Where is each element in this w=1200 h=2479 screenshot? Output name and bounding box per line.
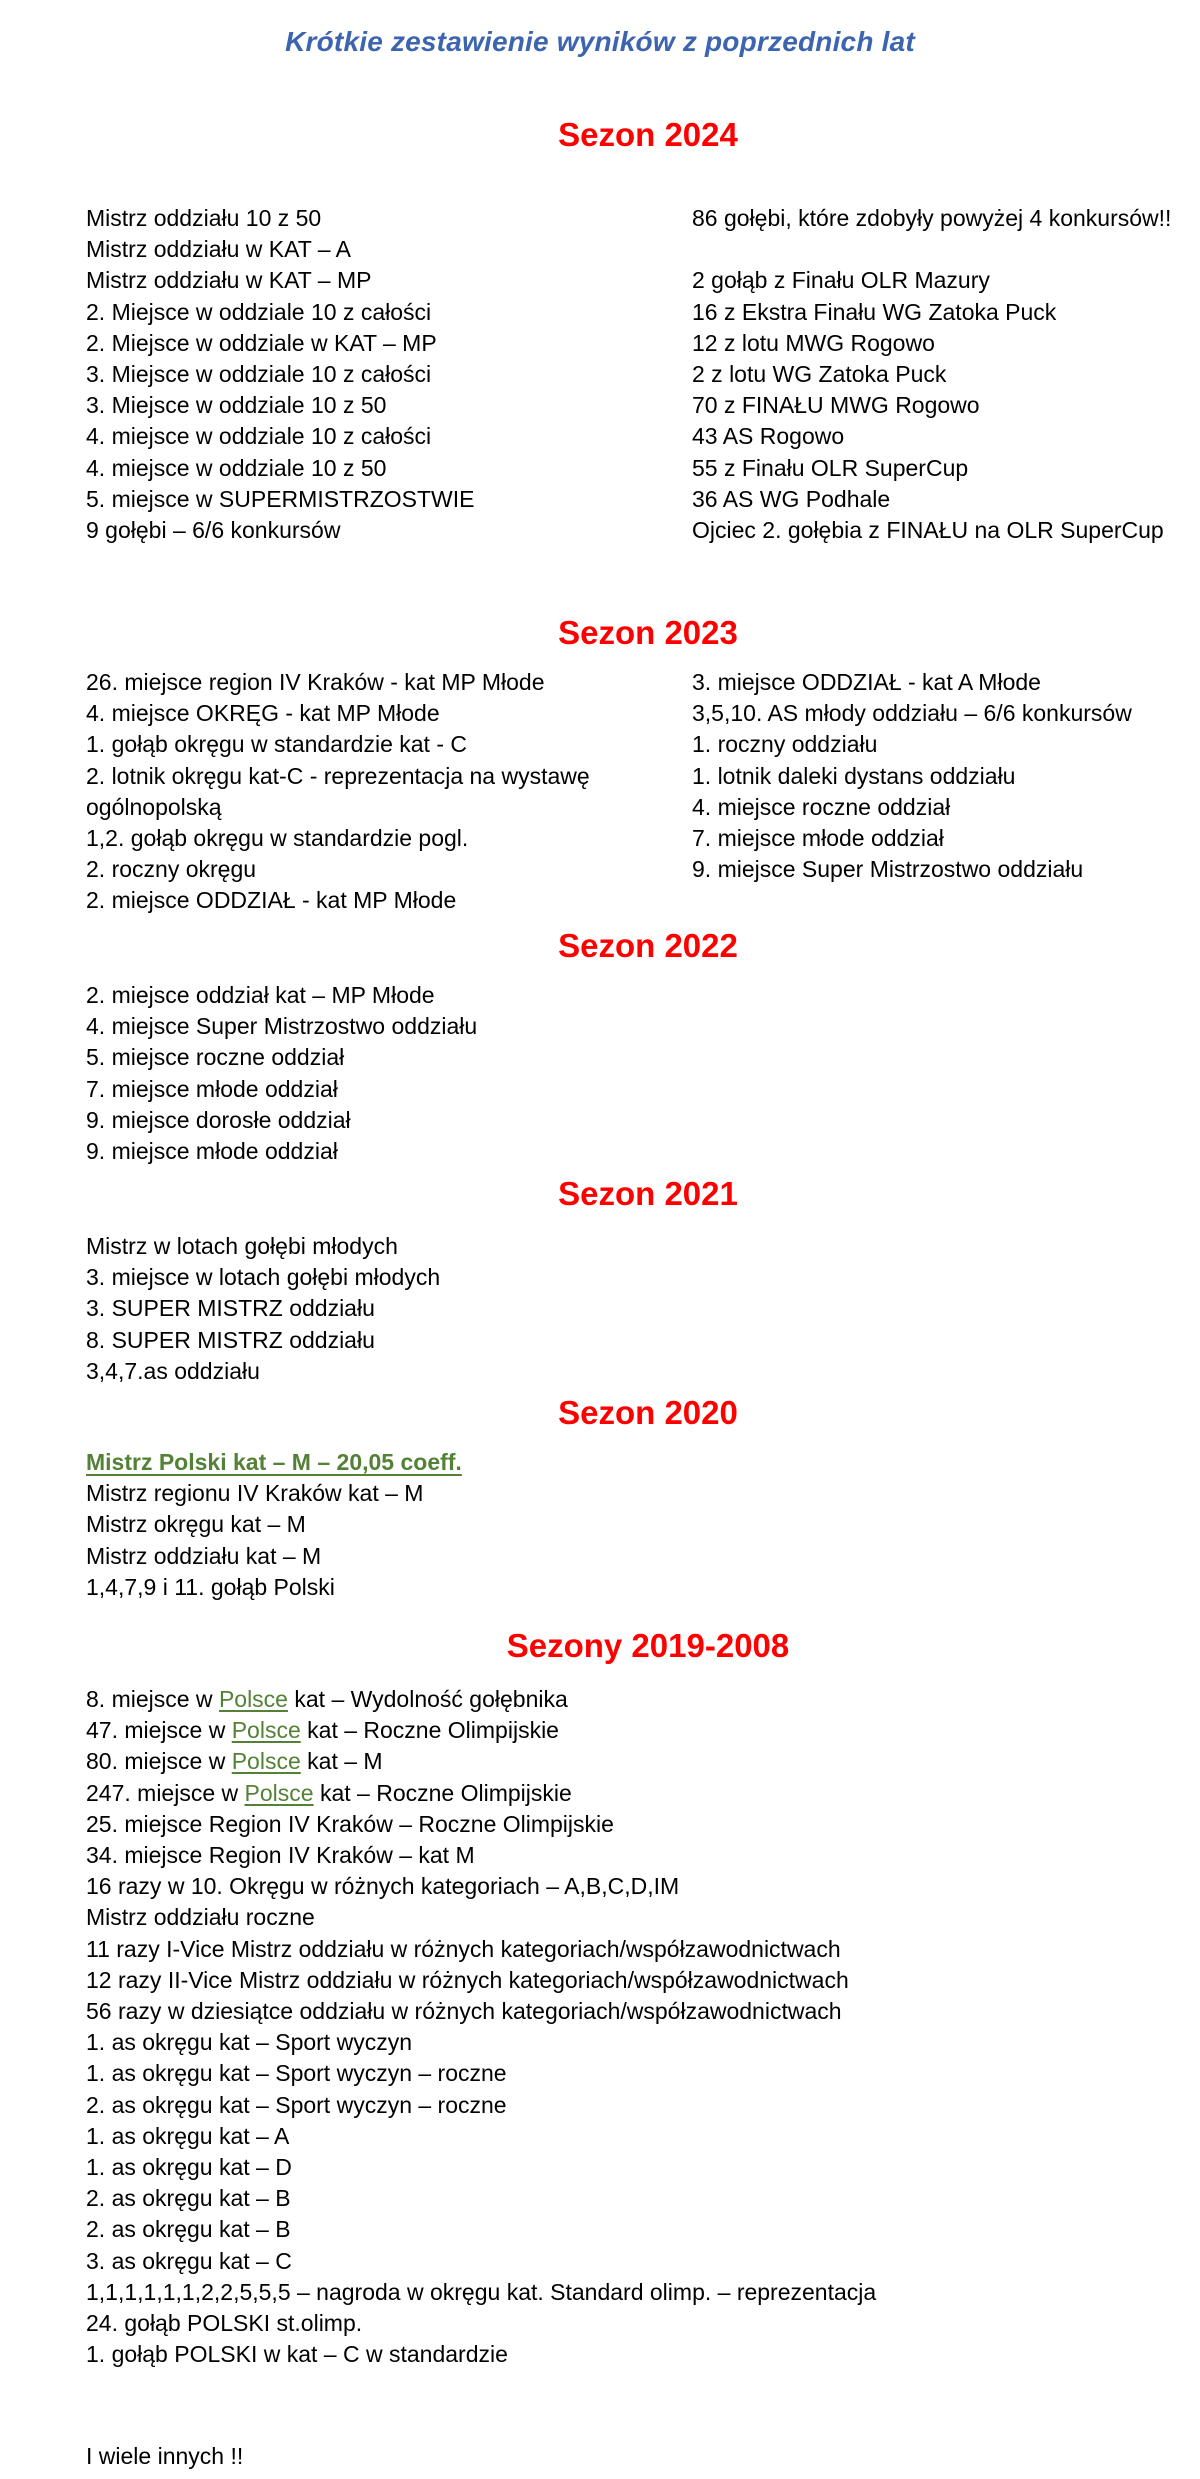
list-item bbox=[86, 980, 477, 1011]
text: 2. Miejsce w oddziale w KAT – MP bbox=[86, 329, 437, 356]
list-item bbox=[692, 667, 1132, 698]
text: 1. lotnik daleki dystans oddziału bbox=[692, 762, 1016, 789]
text: 9. miejsce młode oddział bbox=[86, 1138, 338, 1165]
season-2021-list bbox=[86, 1231, 440, 1387]
text: 3,5,10. AS młody oddziału – 6/6 konkursów bbox=[692, 700, 1132, 727]
text: 2. roczny okręgu bbox=[86, 856, 257, 883]
list-item bbox=[86, 484, 474, 515]
text: 55 z Finału OLR SuperCup bbox=[692, 454, 969, 481]
list-item bbox=[86, 823, 590, 854]
text: 1,2. gołąb okręgu w standardzie pogl. bbox=[86, 825, 469, 852]
link[interactable]: Polsce bbox=[244, 1779, 314, 1806]
list-item bbox=[692, 698, 1132, 729]
list-item bbox=[692, 265, 1171, 296]
text: Mistrz regionu IV Kraków kat – M bbox=[86, 1480, 424, 1507]
text: 34. miejsce Region IV Kraków – kat M bbox=[86, 1842, 475, 1869]
list-item bbox=[86, 792, 590, 823]
highlighted-text: Mistrz Polski kat – M – 20,05 coeff. bbox=[86, 1449, 462, 1475]
list-item bbox=[692, 359, 1171, 390]
page-title: Krótkie zestawienie wyników z poprzednich lat bbox=[285, 26, 915, 57]
text: Mistrz oddziału w KAT – A bbox=[86, 236, 352, 263]
list-item bbox=[86, 390, 474, 421]
list-item bbox=[86, 1074, 477, 1105]
text: 1. as okręgu kat – Sport wyczyn bbox=[86, 2029, 412, 2056]
list-item bbox=[692, 792, 1132, 823]
list-item bbox=[86, 761, 590, 792]
list-item bbox=[86, 453, 474, 484]
text: 25. miejsce Region IV Kraków – Roczne Olimpijskie bbox=[86, 1810, 614, 1837]
text: 70 z FINAŁU MWG Rogowo bbox=[692, 392, 980, 419]
list-item bbox=[86, 2058, 876, 2089]
list-item bbox=[86, 1996, 876, 2027]
text: Mistrz oddziału w KAT – MP bbox=[86, 267, 372, 294]
list-item bbox=[692, 390, 1171, 421]
list-item bbox=[86, 1293, 440, 1324]
list-item bbox=[86, 1541, 462, 1572]
list-item bbox=[86, 698, 590, 729]
text: 1,1,1,1,1,1,2,2,5,5,5 – nagroda w okręgu kat. Standard olimp. – reprezentacja bbox=[86, 2278, 877, 2305]
list-item bbox=[86, 1478, 462, 1509]
list-item bbox=[86, 1447, 462, 1478]
list-item bbox=[86, 729, 590, 760]
text: 1. as okręgu kat – Sport wyczyn – roczne bbox=[86, 2060, 507, 2087]
text: 1. roczny oddziału bbox=[692, 731, 878, 758]
text: 2. as okręgu kat – B bbox=[86, 2216, 291, 2243]
text: Mistrz oddziału 10 z 50 bbox=[86, 205, 322, 231]
text: 3. Miejsce w oddziale 10 z całości bbox=[86, 361, 432, 388]
season-2022-heading: Sezon 2022 bbox=[558, 927, 738, 964]
list-item bbox=[86, 2027, 876, 2058]
season-2022-list bbox=[86, 980, 477, 1167]
season-2023-heading: Sezon 2023 bbox=[558, 614, 738, 651]
text: 2. lotnik okręgu kat-C - reprezentacja na wystawę bbox=[86, 762, 590, 789]
text: 36 AS WG Podhale bbox=[692, 485, 891, 512]
list-item bbox=[86, 2121, 876, 2152]
list-item bbox=[86, 1840, 876, 1871]
season-2024-heading: Sezon 2024 bbox=[558, 116, 738, 153]
list-item bbox=[86, 1715, 876, 1746]
text: 9 gołębi – 6/6 konkursów bbox=[86, 517, 341, 544]
text: 9. miejsce dorosłe oddział bbox=[86, 1106, 351, 1133]
text: 3. Miejsce w oddziale 10 z 50 bbox=[86, 392, 387, 419]
list-item bbox=[86, 265, 474, 296]
list-item bbox=[692, 453, 1171, 484]
text: 4. miejsce w oddziale 10 z 50 bbox=[86, 454, 387, 481]
list-item bbox=[86, 1778, 876, 1809]
text: Ojciec 2. gołębia z FINAŁU na OLR SuperCup bbox=[692, 517, 1164, 544]
list-item bbox=[692, 854, 1132, 885]
link[interactable]: Polsce bbox=[218, 1686, 288, 1712]
list-item bbox=[692, 823, 1132, 854]
list-item bbox=[86, 2339, 876, 2370]
list-item bbox=[86, 2090, 876, 2121]
text: Mistrz okręgu kat – M bbox=[86, 1511, 306, 1538]
season-2023-right-list bbox=[692, 667, 1132, 885]
text: 26. miejsce region IV Kraków - kat MP Młode bbox=[86, 669, 545, 695]
list-item bbox=[86, 1934, 876, 1965]
text: 24. gołąb POLSKI st.olimp. bbox=[86, 2310, 363, 2337]
footer-note: I wiele innych !! bbox=[86, 2443, 244, 2469]
text: 12 razy II-Vice Mistrz oddziału w różnych kategoriach/współzawodnictwach bbox=[86, 1966, 849, 1993]
list-item bbox=[86, 1356, 440, 1387]
text: Mistrz oddziału kat – M bbox=[86, 1542, 322, 1569]
text: 86 gołębi, które zdobyły powyżej 4 konkursów!! bbox=[692, 205, 1172, 231]
text: 5. miejsce roczne oddział bbox=[86, 1044, 345, 1071]
season-2020-list bbox=[86, 1447, 462, 1603]
list-item bbox=[86, 2214, 876, 2245]
season-2024-right-list bbox=[692, 203, 1171, 546]
text: 8. miejsce w bbox=[86, 1686, 219, 1712]
list-item bbox=[86, 1231, 440, 1262]
list-item bbox=[692, 515, 1171, 546]
text: 3. SUPER MISTRZ oddziału bbox=[86, 1295, 375, 1322]
season-2021-heading: Sezon 2021 bbox=[558, 1175, 738, 1212]
list-item bbox=[692, 761, 1132, 792]
list-item bbox=[86, 1136, 477, 1167]
list-item bbox=[86, 1105, 477, 1136]
text: 3. as okręgu kat – C bbox=[86, 2247, 292, 2274]
text: 16 razy w 10. Okręgu w różnych kategoriach – A,B,C,D,IM bbox=[86, 1873, 680, 1900]
text: 3,4,7.as oddziału bbox=[86, 1357, 260, 1384]
list-item bbox=[86, 421, 474, 452]
season-2024-left-list bbox=[86, 203, 474, 546]
list-item bbox=[86, 234, 474, 265]
link[interactable]: Polsce bbox=[231, 1748, 301, 1775]
list-item bbox=[86, 1509, 462, 1540]
list-item bbox=[692, 421, 1171, 452]
text: kat – Roczne Olimpijskie bbox=[300, 1717, 559, 1744]
seasons-2019-2008-heading: Sezony 2019-2008 bbox=[506, 1627, 790, 1664]
text: 1. gołąb POLSKI w kat – C w standardzie bbox=[86, 2341, 508, 2368]
text: 1. as okręgu kat – D bbox=[86, 2154, 292, 2181]
season-2023-left-list bbox=[86, 667, 590, 917]
text: Mistrz oddziału roczne bbox=[86, 1904, 315, 1931]
list-item bbox=[86, 1572, 462, 1603]
list-item bbox=[86, 1746, 876, 1777]
text: 7. miejsce młode oddział bbox=[692, 825, 944, 852]
text: 2 z lotu WG Zatoka Puck bbox=[692, 361, 947, 388]
text: 1. as okręgu kat – A bbox=[86, 2122, 290, 2149]
list-item bbox=[86, 854, 590, 885]
text: 16 z Ekstra Finału WG Zatoka Puck bbox=[692, 298, 1057, 325]
list-item bbox=[692, 484, 1171, 515]
text: 4. miejsce w oddziale 10 z całości bbox=[86, 423, 432, 450]
text: 3. miejsce ODDZIAŁ - kat A Młode bbox=[692, 669, 1041, 695]
list-item bbox=[86, 2246, 876, 2277]
text: kat – M bbox=[300, 1748, 383, 1775]
text: 11 razy I-Vice Mistrz oddziału w różnych kategoriach/współzawodnictwach bbox=[86, 1935, 841, 1962]
text: 2. miejsce oddział kat – MP Młode bbox=[86, 982, 435, 1008]
text: 247. miejsce w bbox=[86, 1779, 245, 1806]
text: 4. miejsce Super Mistrzostwo oddziału bbox=[86, 1013, 478, 1040]
list-item bbox=[86, 2308, 876, 2339]
list-item bbox=[86, 297, 474, 328]
list-item bbox=[86, 328, 474, 359]
list-item bbox=[86, 885, 590, 916]
list-item bbox=[86, 2152, 876, 2183]
text: 12 z lotu MWG Rogowo bbox=[692, 329, 935, 356]
text: 2. Miejsce w oddziale 10 z całości bbox=[86, 298, 432, 325]
link[interactable]: Polsce bbox=[231, 1717, 301, 1744]
list-item bbox=[86, 203, 474, 234]
list-item bbox=[86, 1809, 876, 1840]
list-item bbox=[86, 667, 590, 698]
text: 4. miejsce OKRĘG - kat MP Młode bbox=[86, 700, 440, 727]
text: 1. gołąb okręgu w standardzie kat - C bbox=[86, 731, 467, 758]
list-item bbox=[692, 729, 1132, 760]
list-item bbox=[86, 1902, 876, 1933]
text: 8. SUPER MISTRZ oddziału bbox=[86, 1326, 375, 1353]
list-item bbox=[86, 359, 474, 390]
text: 2. as okręgu kat – Sport wyczyn – roczne bbox=[86, 2091, 507, 2118]
seasons-2019-2008-list bbox=[86, 1684, 876, 2370]
season-2020-heading: Sezon 2020 bbox=[558, 1394, 738, 1431]
text: 5. miejsce w SUPERMISTRZOSTWIE bbox=[86, 485, 475, 512]
list-item bbox=[86, 1325, 440, 1356]
text: 4. miejsce roczne oddział bbox=[692, 793, 951, 820]
list-item bbox=[86, 1871, 876, 1902]
list-item bbox=[692, 234, 1171, 265]
text: kat – Wydolność gołębnika bbox=[287, 1686, 568, 1712]
text: 3. miejsce w lotach gołębi młodych bbox=[86, 1264, 441, 1291]
list-item bbox=[86, 515, 474, 546]
text: 9. miejsce Super Mistrzostwo oddziału bbox=[692, 856, 1084, 883]
list-item bbox=[86, 1011, 477, 1042]
text: 7. miejsce młode oddział bbox=[86, 1075, 338, 1102]
list-item bbox=[86, 1042, 477, 1073]
list-item bbox=[86, 1684, 876, 1715]
text: 47. miejsce w bbox=[86, 1717, 232, 1744]
text: 2. as okręgu kat – B bbox=[86, 2185, 291, 2212]
list-item bbox=[86, 2183, 876, 2214]
list-item bbox=[86, 1262, 440, 1293]
list-item bbox=[86, 1965, 876, 1996]
list-item bbox=[692, 297, 1171, 328]
text: 80. miejsce w bbox=[86, 1748, 232, 1775]
text: 1,4,7,9 i 11. gołąb Polski bbox=[86, 1573, 335, 1600]
text: ogólnopolską bbox=[86, 793, 222, 820]
text: 2. miejsce ODDZIAŁ - kat MP Młode bbox=[86, 887, 457, 914]
text: kat – Roczne Olimpijskie bbox=[313, 1779, 572, 1806]
text: Mistrz w lotach gołębi młodych bbox=[86, 1233, 398, 1259]
list-item bbox=[86, 2277, 876, 2308]
text: 56 razy w dziesiątce oddziału w różnych kategoriach/współzawodnictwach bbox=[86, 1998, 842, 2025]
text: 2 gołąb z Finału OLR Mazury bbox=[692, 267, 990, 294]
list-item bbox=[692, 328, 1171, 359]
list-item bbox=[692, 203, 1171, 234]
text: 43 AS Rogowo bbox=[692, 423, 845, 450]
